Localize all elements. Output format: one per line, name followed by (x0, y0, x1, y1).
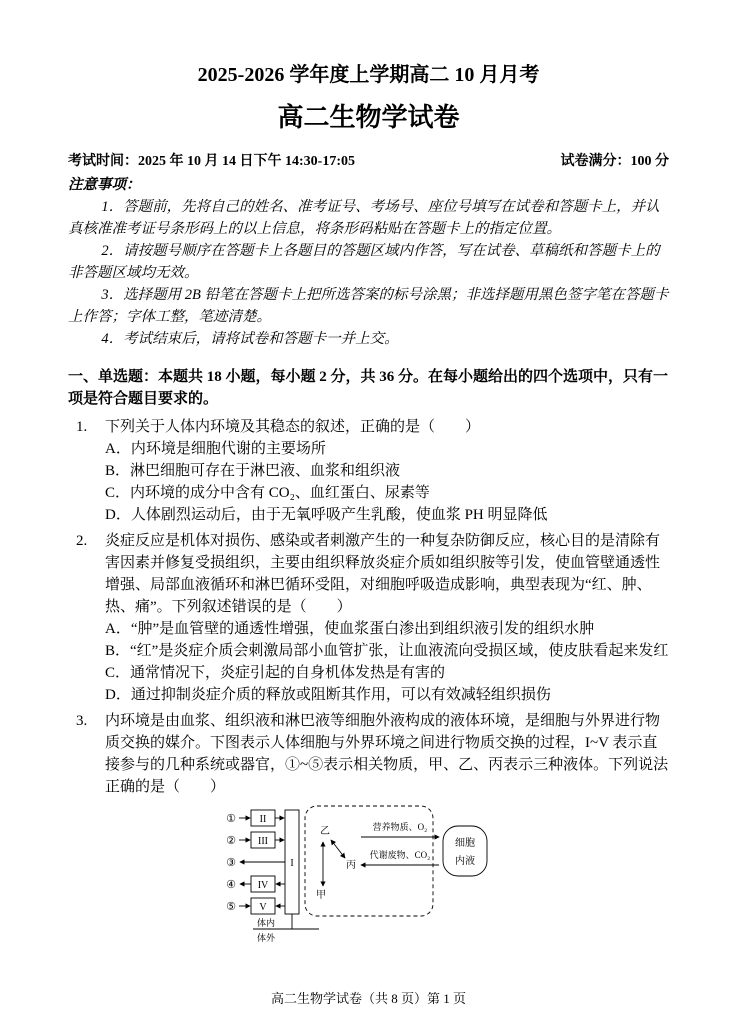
note-item-3: 3．选择题用 2B 铅笔在答题卡上把所选答案的标号涂黑；非选择题用黑色签字笔在答题卡上作答；字体工整，笔迹清楚。 (68, 287, 669, 325)
question-1-option-c: C．内环境的成分中含有 CO₂、血红蛋白、尿素等 (105, 485, 430, 501)
question-1-option-a: A．内环境是细胞代谢的主要场所 (105, 441, 326, 457)
exam-time: 考试时间：2025 年 10 月 14 日下午 14:30-17:05 (68, 154, 355, 169)
organ-2-label: II (259, 814, 266, 825)
fluid-yi-label: 乙 (319, 826, 330, 837)
question-1-option-b: B．淋巴细胞可存在于淋巴液、血浆和组织液 (105, 463, 401, 479)
material-exchange-diagram (219, 802, 519, 949)
nutrients-label: 营养物质、O₂ (372, 822, 427, 832)
question-1-option-d: D．人体剧烈运动后，由于无氧呼吸产生乳酸，使血浆 PH 明显降低 (105, 507, 548, 523)
question-3-stem: 内环境是由血浆、组织液和淋巴液等细胞外液构成的液体环境，是细胞与外界进行物质交换的媒介。下图表示人体细胞与外界环境之间进行物质交换的过程，I~V 表示直接参与的几种系统或器官，①~⑤表示相关物质，甲、乙、丙表示三种液体。下列说法正确的是（ ） (105, 713, 669, 795)
question-1-stem-row (68, 416, 669, 438)
substance-1-label: ① (225, 813, 236, 825)
question-3-stem-row (68, 710, 669, 798)
fluid-exchange-arrow-yi-bing (331, 840, 345, 858)
waste-label: 代谢废物、CO₂ (369, 850, 430, 860)
question-2-number: 2. (76, 533, 88, 549)
fluid-jia-label: 甲 (315, 890, 326, 901)
inside-body-label: 体内 (256, 918, 275, 928)
intracellular-fluid-box (443, 826, 487, 876)
question-2-option-b: B．“红”是炎症介质会刺激局部小血管扩张，让血液流向受损区域，使皮肤看起来发红 (105, 643, 669, 659)
organ-1-label: I (289, 858, 294, 869)
intracellular-fluid-label-1: 细胞 (454, 838, 475, 849)
substance-3-label: ③ (225, 857, 236, 869)
exam-title: 2025-2026 学年度上学期高二 10 月月考 (197, 64, 540, 86)
diagram-svg (219, 802, 519, 944)
question-2-option-a: A．“肿”是血管壁的通透性增强，使血浆蛋白渗出到组织液引发的组织水肿 (105, 621, 595, 637)
substance-2-label: ② (225, 835, 236, 847)
notes-heading: 注意事项： (68, 177, 141, 193)
exam-info-row (68, 150, 669, 170)
full-score: 试卷满分：100 分 (560, 154, 669, 169)
question-2-stem: 炎症反应是机体对损伤、感染或者刺激产生的一种复杂防御反应，核心目的是清除有害因素并修复受损组织，主要由组织释放炎症介质如组织胺等引发，使血管壁通透性增强、局部血液循环和淋巴循环受阻，对细胞呼吸造成影响，典型表现为“红、肿、热、痛”。下列叙述错误的是（ ） (105, 533, 661, 615)
page-footer: 高二生物学试卷（共 8 页）第 1 页 (270, 991, 466, 1006)
outside-body-label: 体外 (256, 933, 275, 943)
notes-block (68, 174, 669, 350)
note-item-1: 1．答题前，先将自己的姓名、准考证号、考场号、座位号填写在试卷和答题卡上，并认真核准准考证号条形码上的以上信息，将条形码粘贴在答题卡上的指定位置。 (68, 199, 660, 237)
organ-5-label: V (258, 902, 267, 913)
question-2-option-d: D．通过抑制炎症介质的释放或阻断其作用，可以有效减轻组织损伤 (105, 687, 551, 703)
organ-3-label: III (257, 836, 268, 847)
organ-4-label: IV (257, 880, 268, 891)
intracellular-fluid-label-2: 内液 (454, 856, 475, 867)
section-heading: 一、单选题：本题共 18 小题，每小题 2 分，共 36 分。在每小题给出的四个选项中，只有一项是符合题目要求的。 (68, 369, 669, 407)
question-3 (68, 710, 669, 798)
note-item-2: 2．请按题号顺序在答题卡上各题目的答题区域内作答，写在试卷、草稿纸和答题卡上的非答题区域均无效。 (68, 243, 660, 281)
question-2-stem-row (68, 530, 669, 618)
question-3-number: 3. (76, 713, 88, 729)
question-1-number: 1. (76, 419, 88, 435)
substance-5-label: ⑤ (225, 901, 236, 913)
question-1 (68, 416, 669, 526)
substance-4-label: ④ (225, 879, 236, 891)
question-2-option-c: C．通常情况下，炎症引起的自身机体发热是有害的 (105, 665, 446, 681)
question-2 (68, 530, 669, 706)
question-1-stem: 下列关于人体内环境及其稳态的叙述，正确的是（ ） (105, 419, 481, 435)
paper-title: 高二生物学试卷 (277, 103, 460, 132)
note-item-4: 4．考试结束后，请将试卷和答题卡一并上交。 (101, 331, 399, 347)
fluid-bing-label: 丙 (345, 860, 356, 871)
